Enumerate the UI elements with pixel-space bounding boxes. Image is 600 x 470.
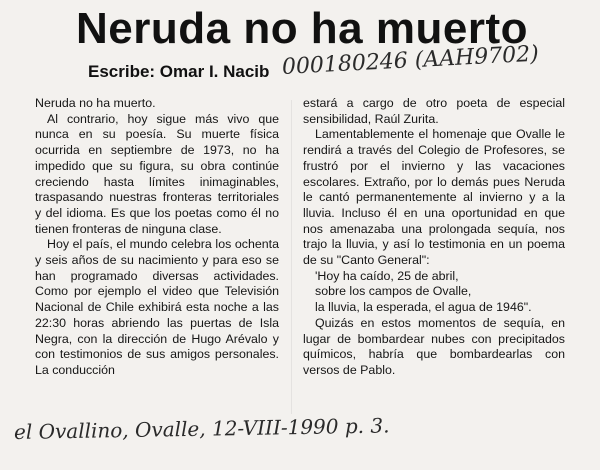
poem-line: la lluvia, la esperada, el agua de 1946". <box>315 300 532 315</box>
article-column-right <box>303 96 565 379</box>
paragraph: Quizás en estos momentos de sequía, en lugar de bombardear nubes con precipitados químicos, habría que bombardearlas con versos de Pablo. <box>303 315 565 377</box>
paragraph: Lamentablemente el homenaje que Ovalle le rendirá a través del Colegio de Profesores, se frustró por el invierno y las vacaciones escolares. Extraño, por lo demás pues Neruda le cantó permanentemente al invierno y a la lluvia. Incluso él en una oportunidad en que nos amenazaba una prolongada sequía, nos trajo la lluvia, y así lo testimonia en un poema de su "Canto General": <box>303 127 565 268</box>
paragraph: Al contrario, hoy sigue más vivo que nunca en su poesía. Su muerte física ocurrida en septiembre de 1973, no ha impedido que su figura, su obra continúe creciendo hasta límites inimaginables, traspasando nuestras fronteras territoriales y del idioma. Es que los poetas como él no tienen fronteras de ninguna clase. <box>35 111 279 236</box>
poem-line: sobre los campos de Ovalle, <box>315 284 472 299</box>
paragraph: estará a cargo de otro poeta de especial sensibilidad, Raúl Zurita. <box>303 96 565 126</box>
article-column-left <box>35 96 279 379</box>
poem-line: 'Hoy ha caído, 25 de abril, <box>315 268 459 283</box>
column-gutter <box>291 100 292 414</box>
paragraph: Hoy el país, el mundo celebra los ochenta y seis años de su nacimiento y para eso se han programado diversas actividades. Como por ejemplo el video que Televisión Nacional de Chile exhibirá esta noche a las 22:30 horas abriendo las puertas de Isla Negra, con la dirección de Hugo Arévalo y con testimonios de sus amigos personales. La conducción <box>35 237 279 377</box>
headline: Neruda no ha muerto <box>76 4 528 53</box>
paragraph: Neruda no ha muerto. <box>35 96 156 110</box>
byline: Escribe: Omar I. Nacib <box>88 62 270 81</box>
handwritten-catalog-number: 000180246 (AAH9702) <box>281 41 540 80</box>
handwritten-source-note: el Ovallino, Ovalle, 12-VIII-1990 p. 3. <box>13 413 390 444</box>
